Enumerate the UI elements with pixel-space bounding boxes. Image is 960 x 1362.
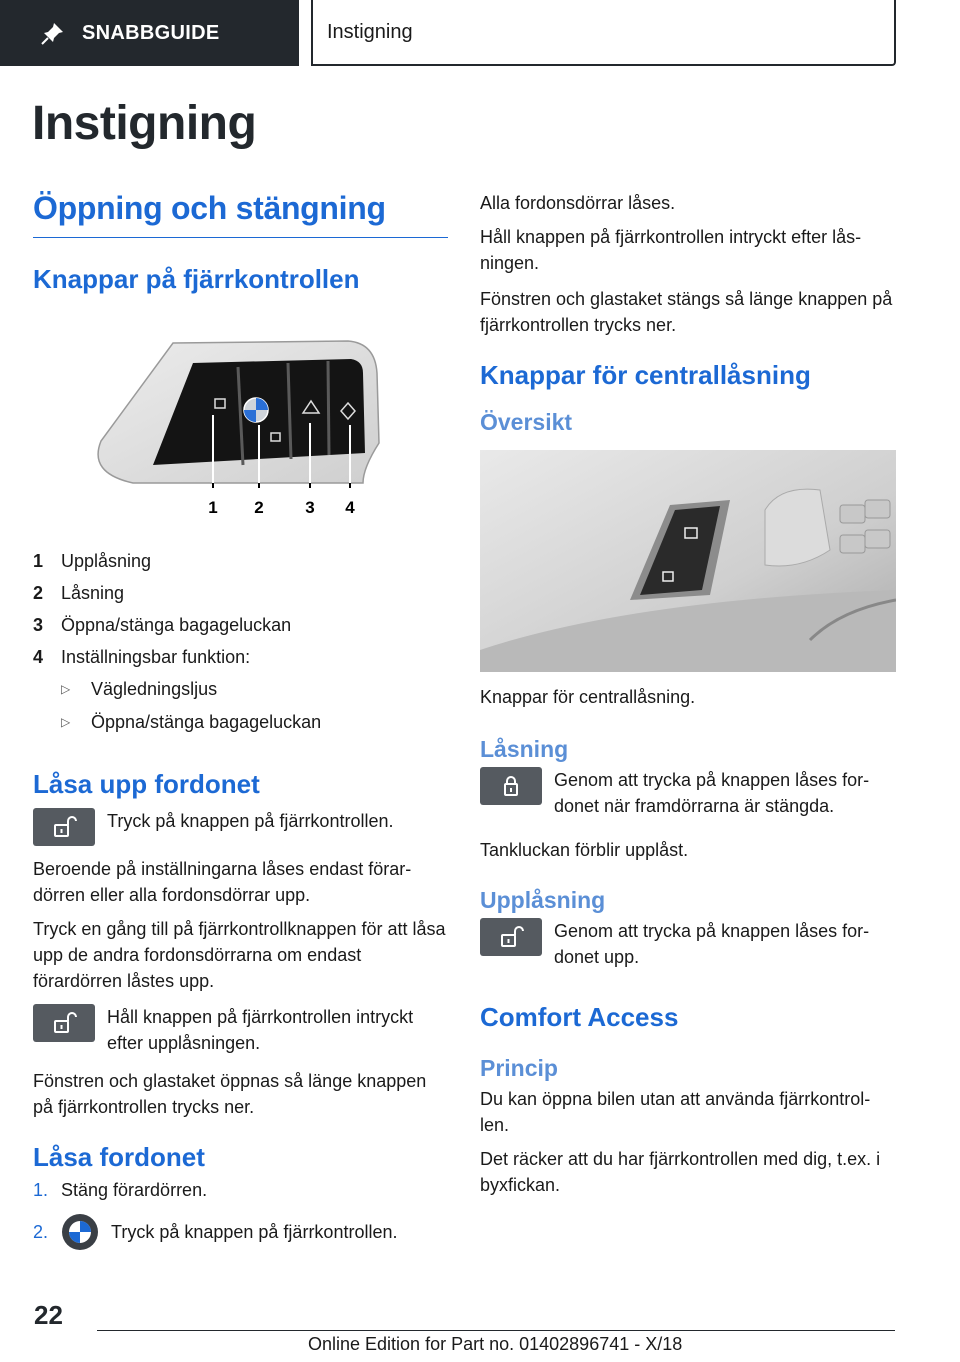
pin-icon — [40, 20, 66, 46]
unlocking-instruction: Genom att trycka på knappen låses for-donet upp. — [480, 918, 896, 970]
heading-unlock-vehicle: Låsa upp fordonet — [33, 769, 260, 799]
list-item: 2 Låsning — [33, 583, 125, 603]
callout-2: 2 — [254, 498, 264, 517]
triangle-bullet-icon: ▷ — [61, 715, 71, 729]
section-heading-opening: Öppning och stängning — [33, 190, 448, 238]
paragraph: Fönstren och glastaket stängs så länge knappen på fjärrkontrollen trycks ner. — [480, 289, 893, 335]
heading-lock-vehicle: Låsa fordonet — [33, 1142, 205, 1172]
paragraph: Tankluckan förblir upplåst. — [480, 840, 689, 860]
bmw-logo-icon — [61, 1213, 99, 1251]
quick-guide-label: SNABBGUIDE — [82, 21, 220, 44]
right-column — [480, 190, 896, 1198]
heading-overview: Översikt — [480, 409, 573, 435]
heading-locking: Låsning — [480, 736, 569, 762]
footer-edition: Online Edition for Part no. 01402896741 - X/18 — [308, 1334, 683, 1354]
page-title: Instigning — [32, 97, 257, 150]
heading-principle: Princip — [480, 1055, 558, 1081]
paragraph: Alla fordonsdörrar låses. — [480, 193, 676, 213]
list-item: 1 Upplåsning — [33, 551, 152, 571]
callout-4: 4 — [345, 498, 355, 517]
list-item: 4 Inställningsbar funktion: — [33, 647, 251, 667]
paragraph: Tryck en gång till på fjärrkontrollknappen för att låsa upp de andra fordonsdörrarna om endast förardörren låstes upp. — [33, 919, 446, 991]
callout-1: 1 — [208, 498, 218, 517]
remote-button-list — [33, 545, 448, 673]
lock-steps — [33, 1177, 448, 1251]
door-panel-photo — [480, 450, 896, 672]
list-item: 3 Öppna/stänga bagageluckan — [33, 615, 292, 635]
unlock-icon — [33, 1004, 95, 1042]
unlock-icon — [480, 918, 542, 956]
unlock-icon — [33, 808, 95, 846]
footer-divider — [97, 1330, 895, 1331]
list-item: 2. Tryck på knappen på fjärrkontrollen. — [33, 1213, 448, 1251]
photo-caption: Knappar för centrallåsning. — [480, 687, 696, 707]
section-label: Instigning — [327, 20, 413, 43]
list-item: ▷ Vägledningsljus — [61, 673, 448, 706]
remote-key-illustration — [93, 333, 393, 523]
paragraph: Håll knappen på fjärrkontrollen intryckt efter lås-ningen. — [480, 227, 862, 273]
heading-comfort-access: Comfort Access — [480, 1002, 679, 1032]
locking-instruction: Genom att trycka på knappen låses for-donet när framdörrarna är stängda. — [480, 767, 896, 819]
list-item: 1. Stäng förardörren. — [33, 1180, 208, 1200]
heading-unlocking: Upplåsning — [480, 887, 606, 913]
paragraph: Beroende på inställningarna låses endast förar-dörren eller alla fordonsdörrar upp. — [33, 859, 412, 905]
heading-remote-buttons: Knappar på fjärrkontrollen — [33, 264, 360, 294]
section-tab[interactable] — [311, 0, 896, 66]
unlock-instruction: Tryck på knappen på fjärrkontrollen. — [33, 808, 448, 846]
left-column — [33, 190, 448, 1251]
paragraph: Fönstren och glastaket öppnas så länge knappen på fjärrkontrollen trycks ner. — [33, 1071, 427, 1117]
hold-unlock-instruction: Håll knappen på fjärrkontrollen intryckt efter upplåsningen. — [33, 1004, 448, 1056]
paragraph: Det räcker att du har fjärrkontrollen med dig, t.ex. i byxfickan. — [480, 1149, 881, 1195]
heading-central-locking: Knappar för centrallåsning — [480, 360, 811, 390]
quick-guide-tab[interactable] — [0, 0, 299, 66]
function-sub-list — [33, 673, 448, 739]
page-number: 22 — [34, 1300, 63, 1330]
callout-3: 3 — [305, 498, 315, 517]
lock-icon — [480, 767, 542, 805]
paragraph: Du kan öppna bilen utan att använda fjärrkontrol-len. — [480, 1089, 871, 1135]
triangle-bullet-icon: ▷ — [61, 682, 71, 696]
list-item: ▷ Öppna/stänga bagageluckan — [61, 706, 448, 739]
